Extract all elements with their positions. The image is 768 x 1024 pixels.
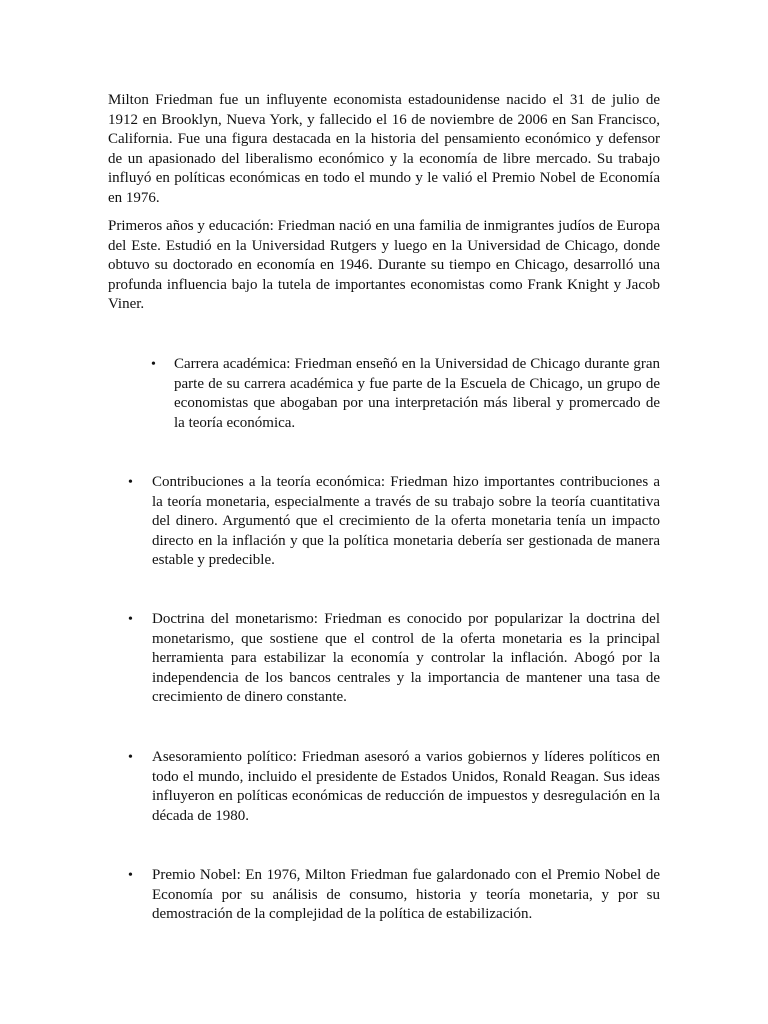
bullet-icon: • [128,750,133,765]
bullet-text: Premio Nobel: En 1976, Milton Friedman fue galardonado con el Premio Nobel de Economía por su análisis de consumo, historia y teoría monetaria, y por su demostración de la complejidad de la política de estabilización. [152,867,660,923]
early-years-paragraph: Primeros años y educación: Friedman nació en una familia de inmigrantes judíos de Europa del Este. Estudió en la Universidad Rutgers y luego en la Universidad de Chicago, donde obtuvo su doctorado en economía en 1946. Durante su tiempo en Chicago, desarrolló una profunda influencia bajo la tutela de importantes economistas como Frank Knight y Jacob Viner. [108,218,660,313]
bullet-text: Contribuciones a la teoría económica: Friedman hizo importantes contribuciones a la teoría monetaria, especialmente a través de su trabajo sobre la teoría cuantitativa del dinero. Argumentó que el crecimiento de la oferta monetaria tenía un impacto directo en la inflación y que la política monetaria debería ser gestionada de manera estable y predecible. [152,474,660,569]
bullet-icon: • [151,357,156,372]
bullet-icon: • [128,475,133,490]
intro-paragraph: Milton Friedman fue un influyente economista estadounidense nacido el 31 de julio de 1912 en Brooklyn, Nueva York, y fallecido el 16 de noviembre de 2006 en San Francisco, California. Fue una figura destacada en la historia del pensamiento económico y defensor de un apasionado del liberalismo económico y la economía de libre mercado. Su trabajo influyó en políticas económicas en todo el mundo y le valió el Premio Nobel de Economía en 1976. [108,92,660,206]
bullet-item-monetarism [128,610,660,708]
bullet-icon: • [128,868,133,883]
bullet-item-nobel-prize [128,866,660,925]
bullet-icon: • [128,612,133,627]
bullet-item-political-advice [128,748,660,826]
bullet-text: Carrera académica: Friedman enseñó en la Universidad de Chicago durante gran parte de su carrera académica y fue parte de la Escuela de Chicago, un grupo de economistas que abogaban por una interpretación más liberal y promercado de la teoría económica. [174,356,660,431]
bullet-item-economic-theory [128,473,660,571]
bullet-item-academic-career [151,355,660,433]
bullet-text: Doctrina del monetarismo: Friedman es conocido por popularizar la doctrina del monetarismo, que sostiene que el control de la oferta monetaria es la principal herramienta para estabilizar la economía y controlar la inflación. Abogó por la independencia de los bancos centrales y la importancia de mantener una tasa de crecimiento de dinero constante. [152,611,660,706]
bullet-text: Asesoramiento político: Friedman asesoró a varios gobiernos y líderes políticos en todo el mundo, incluido el presidente de Estados Unidos, Ronald Reagan. Sus ideas influyeron en políticas económicas de reducción de impuestos y desregulación en la década de 1980. [152,749,660,824]
